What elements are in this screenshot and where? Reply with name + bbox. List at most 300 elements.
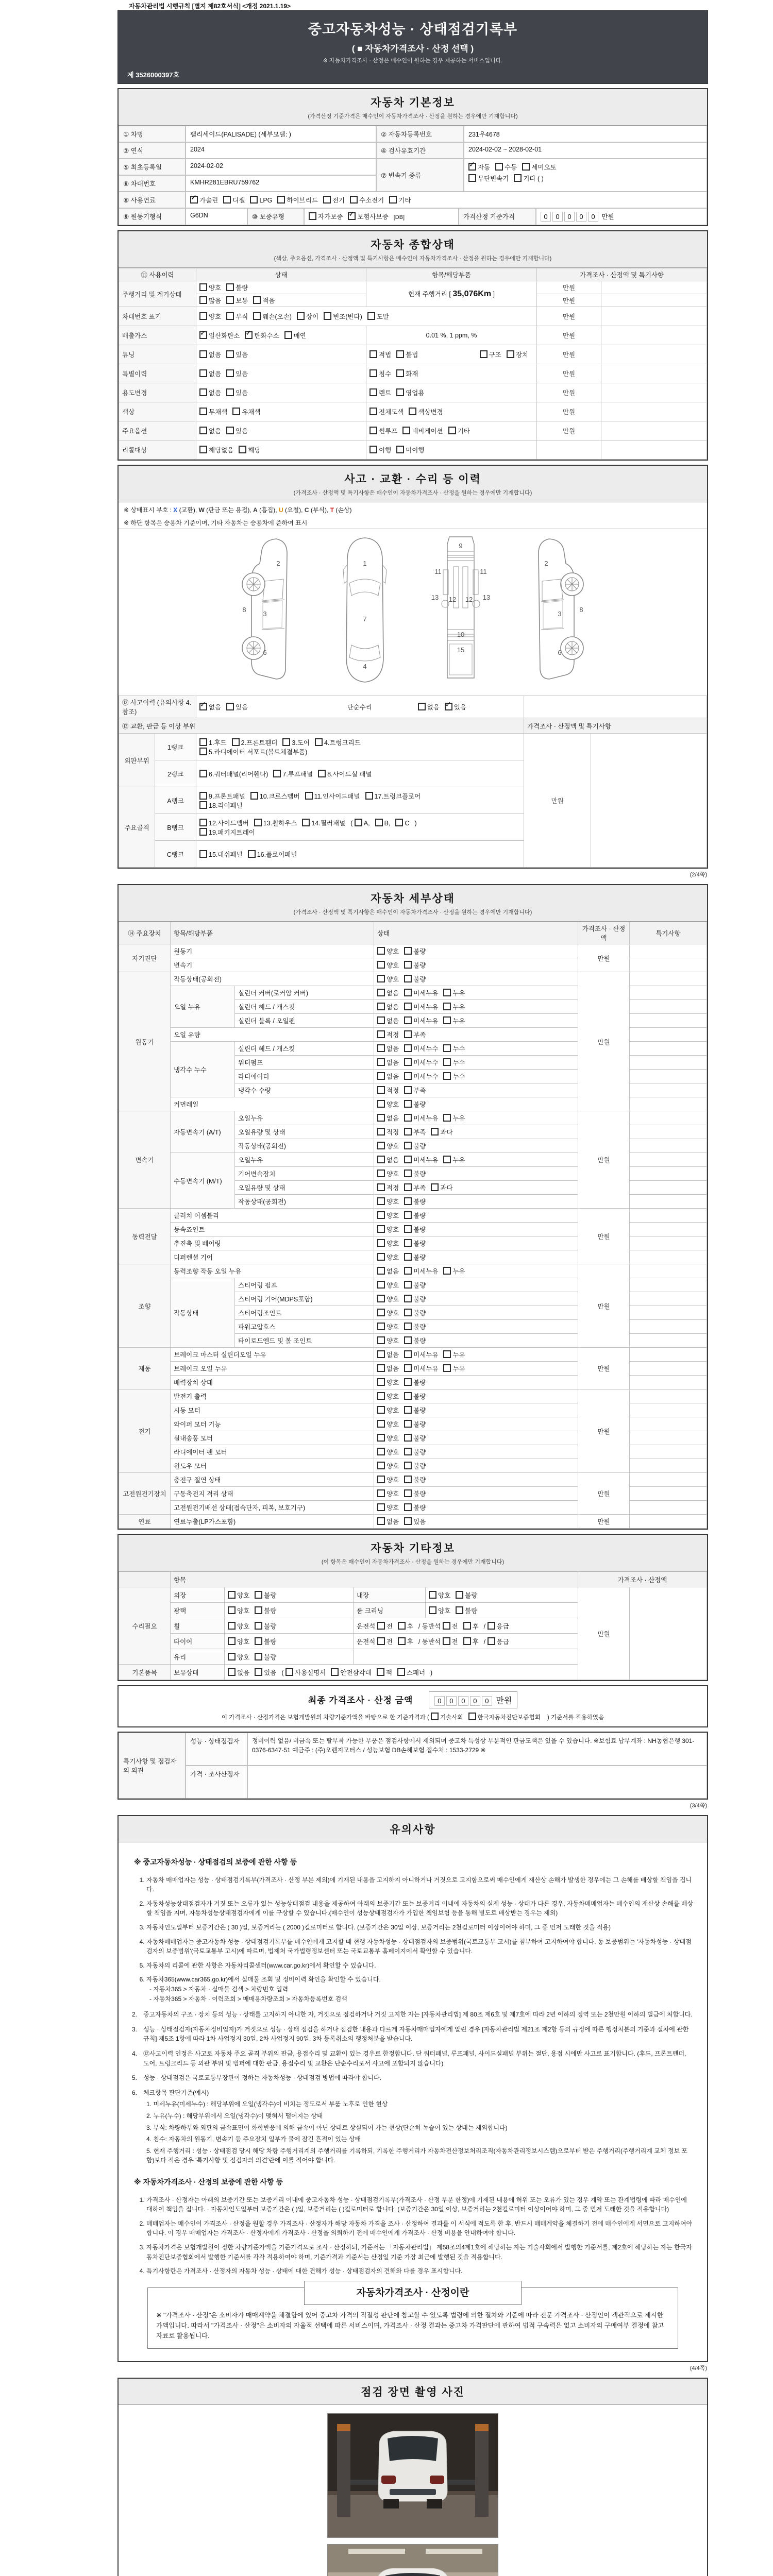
checkbox-box[interactable] bbox=[431, 1713, 439, 1720]
checkbox-box[interactable] bbox=[377, 1378, 385, 1386]
checkbox-양호[interactable]: 양호 bbox=[377, 1405, 399, 1415]
checkbox-없음[interactable]: 없음 bbox=[377, 1350, 399, 1359]
checkbox-box[interactable] bbox=[377, 1406, 385, 1414]
checkbox-box[interactable] bbox=[199, 388, 207, 396]
checkbox-양호[interactable]: 양호 bbox=[377, 1099, 399, 1109]
checkbox-부족[interactable]: 부족 bbox=[404, 1127, 426, 1137]
checkbox-box[interactable] bbox=[377, 1476, 385, 1483]
checkbox-box[interactable] bbox=[377, 1197, 385, 1205]
checkbox-box[interactable] bbox=[369, 350, 377, 358]
checkbox-box[interactable] bbox=[369, 388, 377, 396]
checkbox-box[interactable] bbox=[331, 1668, 339, 1676]
checkbox-box[interactable] bbox=[377, 1350, 385, 1358]
checkbox-불량[interactable]: 불량 bbox=[404, 1141, 426, 1150]
checkbox-무채색[interactable]: 무채색 bbox=[199, 407, 227, 416]
checkbox-box[interactable] bbox=[377, 1016, 385, 1024]
checkbox-부족[interactable]: 부족 bbox=[404, 1030, 426, 1039]
checkbox-box[interactable] bbox=[377, 1211, 385, 1219]
checkbox-box[interactable] bbox=[443, 1350, 451, 1358]
checkbox-양호[interactable]: 양호 bbox=[377, 1419, 399, 1429]
checkbox-box[interactable] bbox=[199, 446, 207, 453]
checkbox-box[interactable] bbox=[404, 1086, 412, 1094]
checkbox-응급[interactable]: 응급 bbox=[488, 1637, 509, 1646]
checkbox-없음[interactable]: 없음 bbox=[377, 1364, 399, 1373]
checkbox-box[interactable] bbox=[228, 1668, 236, 1676]
checkbox-많음[interactable]: 많음 bbox=[199, 296, 221, 305]
checkbox-응급[interactable]: 응급 bbox=[488, 1621, 509, 1631]
checkbox-양호[interactable]: 양호 bbox=[377, 1197, 399, 1206]
checkbox-있음[interactable]: 있음 bbox=[404, 1517, 426, 1526]
checkbox-누유[interactable]: 누유 bbox=[443, 1113, 465, 1123]
checkbox-장치[interactable]: 장치 bbox=[507, 350, 528, 359]
checkbox-box[interactable] bbox=[404, 1434, 412, 1442]
checkbox-box[interactable] bbox=[228, 1637, 236, 1645]
checkbox-불량[interactable]: 불량 bbox=[255, 1621, 276, 1631]
checkbox-box[interactable] bbox=[228, 1606, 236, 1614]
checkbox-box[interactable] bbox=[443, 1016, 451, 1024]
checkbox-불량[interactable]: 불량 bbox=[404, 1211, 426, 1220]
checkbox-훼손(오손)[interactable]: 훼손(오손) bbox=[253, 312, 292, 321]
checkbox-11.인사이드패널[interactable]: 11.인사이드패널 bbox=[305, 791, 360, 801]
checkbox-box[interactable] bbox=[282, 738, 290, 746]
checkbox-box[interactable] bbox=[404, 1336, 412, 1344]
checkbox-box[interactable] bbox=[226, 388, 234, 396]
checkbox-box[interactable] bbox=[377, 961, 385, 969]
checkbox-불량[interactable]: 불량 bbox=[404, 1225, 426, 1234]
checkbox-box[interactable] bbox=[404, 1239, 412, 1247]
checkbox-box[interactable] bbox=[514, 174, 522, 182]
checkbox-box[interactable] bbox=[404, 1072, 412, 1080]
checkbox-box[interactable] bbox=[226, 350, 234, 358]
checkbox-미세누유[interactable]: 미세누유 bbox=[404, 1113, 438, 1123]
checkbox-양호[interactable]: 양호 bbox=[228, 1621, 249, 1631]
checkbox-box[interactable] bbox=[404, 1030, 412, 1038]
checkbox-box[interactable] bbox=[323, 196, 331, 204]
checkbox-box[interactable] bbox=[199, 350, 207, 358]
checkbox-양호[interactable]: 양호 bbox=[228, 1606, 249, 1615]
checkbox-box[interactable] bbox=[404, 1462, 412, 1469]
checkbox-box[interactable] bbox=[273, 770, 281, 777]
checkbox-box[interactable] bbox=[302, 819, 310, 826]
checkbox-양호[interactable]: 양호 bbox=[377, 1461, 399, 1470]
checkbox-box[interactable] bbox=[404, 1128, 412, 1136]
checkbox-양호[interactable]: 양호 bbox=[377, 1475, 399, 1484]
checkbox-box[interactable] bbox=[245, 331, 253, 339]
checkbox-box[interactable] bbox=[255, 1653, 262, 1660]
checkbox-스패너[interactable]: 스패너 bbox=[397, 1668, 425, 1677]
checkbox-16.플로어패널[interactable]: 16.플로어패널 bbox=[248, 850, 297, 859]
checkbox-적정[interactable]: 적정 bbox=[377, 1086, 399, 1095]
checkbox-17.트렁크플로어[interactable]: 17.트렁크플로어 bbox=[365, 791, 421, 801]
checkbox-A,[interactable]: A, bbox=[355, 819, 370, 827]
checkbox-양호[interactable]: 양호 bbox=[377, 1239, 399, 1248]
checkbox-box[interactable] bbox=[443, 1637, 450, 1645]
checkbox-box[interactable] bbox=[255, 1668, 262, 1676]
checkbox-box[interactable] bbox=[190, 196, 198, 204]
checkbox-없음[interactable]: 없음 bbox=[377, 1016, 399, 1025]
checkbox-box[interactable] bbox=[395, 819, 403, 826]
checkbox-box[interactable] bbox=[377, 1156, 385, 1163]
checkbox-B,[interactable]: B, bbox=[375, 819, 391, 827]
checkbox-있음[interactable]: 있음 bbox=[226, 426, 248, 435]
checkbox-box[interactable] bbox=[418, 703, 426, 710]
checkbox-누유[interactable]: 누유 bbox=[443, 1155, 465, 1164]
checkbox-box[interactable] bbox=[404, 1309, 412, 1316]
checkbox-box[interactable] bbox=[377, 1044, 385, 1052]
checkbox-매연[interactable]: 매연 bbox=[284, 331, 306, 340]
checkbox-box[interactable] bbox=[443, 1058, 451, 1066]
checkbox-box[interactable] bbox=[463, 1622, 471, 1630]
checkbox-box[interactable] bbox=[199, 770, 207, 777]
checkbox-box[interactable] bbox=[377, 1267, 385, 1275]
checkbox-box[interactable] bbox=[404, 1267, 412, 1275]
checkbox-box[interactable] bbox=[377, 1281, 385, 1289]
checkbox-box[interactable] bbox=[377, 1336, 385, 1344]
checkbox-없음[interactable]: ✓없음 bbox=[199, 702, 221, 711]
checkbox-box[interactable] bbox=[429, 1606, 436, 1614]
checkbox-12.사이드멤버[interactable]: 12.사이드멤버 bbox=[199, 818, 249, 827]
checkbox-미세누수[interactable]: 미세누수 bbox=[404, 1072, 438, 1081]
checkbox-불량[interactable]: 불량 bbox=[404, 1197, 426, 1206]
checkbox-box[interactable] bbox=[398, 1622, 406, 1630]
checkbox-렌트[interactable]: 렌트 bbox=[369, 388, 391, 397]
checkbox-box[interactable] bbox=[443, 1044, 451, 1052]
checkbox-불량[interactable]: 불량 bbox=[404, 1447, 426, 1456]
checkbox-box[interactable] bbox=[404, 1489, 412, 1497]
checkbox-하이브리드[interactable]: 하이브리드 bbox=[277, 195, 317, 205]
checkbox-불량[interactable]: 불량 bbox=[255, 1590, 276, 1600]
checkbox-box[interactable] bbox=[397, 1668, 405, 1676]
checkbox-잭[interactable]: 잭 bbox=[377, 1668, 392, 1677]
checkbox-C[interactable]: C bbox=[395, 819, 409, 827]
checkbox-box[interactable] bbox=[404, 1406, 412, 1414]
checkbox-box[interactable] bbox=[377, 947, 385, 955]
checkbox-자가보증[interactable]: 자가보증 bbox=[309, 212, 343, 221]
checkbox-없음[interactable]: 없음 bbox=[377, 1072, 399, 1081]
checkbox-box[interactable] bbox=[365, 792, 373, 800]
checkbox-썬루프[interactable]: 썬루프 bbox=[369, 426, 397, 435]
checkbox-미세누유[interactable]: 미세누유 bbox=[404, 1016, 438, 1025]
checkbox-box[interactable] bbox=[350, 196, 358, 204]
checkbox-불량[interactable]: 불량 bbox=[255, 1606, 276, 1615]
checkbox-box[interactable] bbox=[377, 1309, 385, 1316]
checkbox-전[interactable]: 전 bbox=[443, 1637, 458, 1646]
checkbox-box[interactable] bbox=[456, 1606, 463, 1614]
checkbox-box[interactable] bbox=[377, 1462, 385, 1469]
checkbox-3.도어[interactable]: 3.도어 bbox=[282, 738, 310, 747]
checkbox-box[interactable] bbox=[226, 312, 234, 320]
checkbox-box[interactable] bbox=[443, 989, 451, 996]
checkbox-box[interactable] bbox=[377, 1503, 385, 1511]
checkbox-box[interactable] bbox=[468, 1713, 476, 1720]
checkbox-미세누유[interactable]: 미세누유 bbox=[404, 1350, 438, 1359]
checkbox-없음[interactable]: 없음 bbox=[377, 1002, 399, 1011]
checkbox-디젤[interactable]: 디젤 bbox=[223, 195, 245, 205]
checkbox-box[interactable] bbox=[369, 446, 377, 453]
checkbox-없음[interactable]: 없음 bbox=[199, 350, 221, 359]
checkbox-후[interactable]: 후 bbox=[463, 1637, 479, 1646]
checkbox-box[interactable] bbox=[404, 947, 412, 955]
checkbox-없음[interactable]: 없음 bbox=[377, 1155, 399, 1164]
checkbox-불량[interactable]: 불량 bbox=[404, 1461, 426, 1470]
checkbox-box[interactable] bbox=[250, 792, 258, 800]
checkbox-양호[interactable]: 양호 bbox=[377, 960, 399, 970]
checkbox-후[interactable]: 후 bbox=[398, 1637, 413, 1646]
checkbox-불량[interactable]: 불량 bbox=[404, 1489, 426, 1498]
checkbox-없음[interactable]: 없음 bbox=[418, 702, 440, 711]
checkbox-양호[interactable]: 양호 bbox=[199, 312, 221, 321]
checkbox-이행[interactable]: 이행 bbox=[369, 445, 391, 454]
checkbox-box[interactable] bbox=[199, 792, 207, 800]
checkbox-있음[interactable]: 있음 bbox=[226, 702, 248, 711]
checkbox-양호[interactable]: 양호 bbox=[377, 1294, 399, 1303]
checkbox-불량[interactable]: 불량 bbox=[404, 1239, 426, 1248]
checkbox-해당[interactable]: 해당 bbox=[239, 445, 260, 454]
checkbox-box[interactable] bbox=[375, 819, 383, 826]
checkbox-있음[interactable]: ✓ 있음 bbox=[445, 702, 466, 711]
checkbox-box[interactable] bbox=[396, 446, 404, 453]
checkbox-불량[interactable]: 불량 bbox=[404, 946, 426, 956]
checkbox-box[interactable] bbox=[404, 1476, 412, 1483]
checkbox-양호[interactable]: 양호 bbox=[377, 1433, 399, 1443]
checkbox-양호[interactable]: 양호 bbox=[377, 1308, 399, 1317]
checkbox-전[interactable]: 전 bbox=[377, 1621, 393, 1631]
checkbox-box[interactable] bbox=[377, 1170, 385, 1177]
checkbox-box[interactable] bbox=[199, 828, 207, 836]
checkbox-한국자동차진단보증협회[interactable]: 한국자동차진단보증협회 bbox=[468, 1713, 541, 1721]
checkbox-과다[interactable]: 과다 bbox=[431, 1127, 452, 1137]
checkbox-양호[interactable]: 양호 bbox=[377, 1252, 399, 1262]
checkbox-box[interactable] bbox=[228, 1653, 236, 1660]
checkbox-box[interactable] bbox=[443, 1003, 451, 1010]
checkbox-box[interactable] bbox=[495, 163, 503, 171]
checkbox-box[interactable] bbox=[255, 1591, 262, 1599]
checkbox-box[interactable] bbox=[199, 801, 207, 809]
checkbox-없음[interactable]: 없음 bbox=[377, 1517, 399, 1526]
checkbox-양호[interactable]: 양호 bbox=[377, 1169, 399, 1178]
checkbox-box[interactable] bbox=[309, 212, 316, 220]
checkbox-box[interactable] bbox=[404, 961, 412, 969]
checkbox-box[interactable] bbox=[199, 408, 207, 415]
checkbox-침수[interactable]: 침수 bbox=[369, 369, 391, 378]
checkbox-구조[interactable]: 구조 bbox=[480, 350, 501, 359]
checkbox-있음[interactable]: 있음 bbox=[226, 350, 248, 359]
checkbox-양호[interactable]: 양호 bbox=[377, 1503, 399, 1512]
checkbox-적정[interactable]: 적정 bbox=[377, 1183, 399, 1192]
checkbox-box[interactable] bbox=[223, 196, 231, 204]
checkbox-box[interactable] bbox=[228, 1622, 236, 1630]
checkbox-없음[interactable]: 없음 bbox=[377, 1044, 399, 1053]
checkbox-box[interactable] bbox=[456, 1591, 463, 1599]
checkbox-box[interactable] bbox=[377, 1517, 385, 1525]
checkbox-사용설명서[interactable]: 사용설명서 bbox=[285, 1668, 326, 1677]
checkbox-미세누유[interactable]: 미세누유 bbox=[404, 1155, 438, 1164]
checkbox-box[interactable] bbox=[377, 1058, 385, 1066]
checkbox-box[interactable] bbox=[377, 1295, 385, 1302]
checkbox-양호[interactable]: 양호 bbox=[429, 1606, 450, 1615]
checkbox-전체도색[interactable]: 전체도색 bbox=[369, 407, 404, 416]
checkbox-box[interactable] bbox=[377, 1128, 385, 1136]
checkbox-후[interactable]: 후 bbox=[398, 1621, 413, 1631]
checkbox-box[interactable] bbox=[443, 1622, 450, 1630]
checkbox-영업용[interactable]: 영업용 bbox=[396, 388, 424, 397]
checkbox-box[interactable] bbox=[369, 408, 377, 415]
checkbox-있음[interactable]: 있음 bbox=[226, 388, 248, 397]
checkbox-기타 ( )[interactable]: 기타 ( ) bbox=[514, 174, 543, 183]
checkbox-box[interactable] bbox=[377, 1448, 385, 1455]
checkbox-box[interactable] bbox=[404, 1211, 412, 1219]
checkbox-2.프론트휀더[interactable]: 2.프론트휀더 bbox=[232, 738, 278, 747]
checkbox-불량[interactable]: 불량 bbox=[404, 1280, 426, 1290]
checkbox-변조(변타)[interactable]: 변조(변타) bbox=[324, 312, 362, 321]
checkbox-7.루프패널[interactable]: 7.루프패널 bbox=[273, 769, 313, 778]
checkbox-네비게이션[interactable]: 네비게이션 bbox=[402, 426, 443, 435]
checkbox-불법[interactable]: 불법 bbox=[396, 350, 418, 359]
checkbox-양호[interactable]: 양호 bbox=[228, 1590, 249, 1600]
checkbox-box[interactable] bbox=[377, 1114, 385, 1122]
checkbox-후[interactable]: 후 bbox=[463, 1621, 479, 1631]
checkbox-box[interactable] bbox=[404, 975, 412, 982]
checkbox-box[interactable] bbox=[522, 163, 530, 171]
checkbox-세미오토[interactable]: 세미오토 bbox=[522, 162, 556, 172]
checkbox-누유[interactable]: 누유 bbox=[443, 988, 465, 997]
checkbox-box[interactable] bbox=[367, 312, 375, 320]
checkbox-누유[interactable]: 누유 bbox=[443, 1350, 465, 1359]
checkbox-있음[interactable]: 있음 bbox=[226, 369, 248, 378]
checkbox-불량[interactable]: 불량 bbox=[404, 1169, 426, 1178]
checkbox-box[interactable] bbox=[445, 703, 452, 710]
checkbox-box[interactable] bbox=[199, 748, 207, 755]
checkbox-불량[interactable]: 불량 bbox=[404, 1433, 426, 1443]
checkbox-box[interactable] bbox=[404, 1114, 412, 1122]
checkbox-box[interactable] bbox=[404, 1142, 412, 1149]
checkbox-box[interactable] bbox=[404, 1225, 412, 1233]
checkbox-양호[interactable]: 양호 bbox=[377, 1225, 399, 1234]
checkbox-box[interactable] bbox=[226, 427, 234, 434]
checkbox-box[interactable] bbox=[468, 174, 476, 182]
checkbox-누유[interactable]: 누유 bbox=[443, 1266, 465, 1276]
checkbox-전[interactable]: 전 bbox=[443, 1621, 458, 1631]
checkbox-box[interactable] bbox=[443, 1114, 451, 1122]
checkbox-box[interactable] bbox=[404, 1253, 412, 1261]
checkbox-box[interactable] bbox=[443, 1364, 451, 1372]
checkbox-box[interactable] bbox=[239, 446, 246, 453]
checkbox-없음[interactable]: 없음 bbox=[377, 1113, 399, 1123]
checkbox-색상변경[interactable]: 색상변경 bbox=[409, 407, 443, 416]
checkbox-1.후드[interactable]: 1.후드 bbox=[199, 738, 227, 747]
checkbox-누수[interactable]: 누수 bbox=[443, 1044, 465, 1053]
checkbox-미세누수[interactable]: 미세누수 bbox=[404, 1044, 438, 1053]
checkbox-누유[interactable]: 누유 bbox=[443, 1364, 465, 1373]
checkbox-양호[interactable]: 양호 bbox=[377, 1280, 399, 1290]
checkbox-box[interactable] bbox=[377, 1086, 385, 1094]
checkbox-box[interactable] bbox=[355, 819, 362, 826]
checkbox-box[interactable] bbox=[315, 738, 323, 746]
checkbox-box[interactable] bbox=[250, 196, 258, 204]
checkbox-없음[interactable]: 없음 bbox=[199, 369, 221, 378]
checkbox-box[interactable] bbox=[369, 369, 377, 377]
checkbox-양호[interactable]: 양호 bbox=[377, 1322, 399, 1331]
checkbox-10.크로스멤버[interactable]: 10.크로스멤버 bbox=[250, 791, 300, 801]
checkbox-box[interactable] bbox=[429, 1591, 436, 1599]
checkbox-양호[interactable]: 양호 bbox=[429, 1590, 450, 1600]
checkbox-적정[interactable]: 적정 bbox=[377, 1030, 399, 1039]
checkbox-box[interactable] bbox=[404, 1420, 412, 1428]
checkbox-box[interactable] bbox=[226, 283, 234, 291]
checkbox-기술사회[interactable]: 기술사회 bbox=[431, 1713, 463, 1721]
checkbox-불량[interactable]: 불량 bbox=[404, 1294, 426, 1303]
checkbox-box[interactable] bbox=[404, 1378, 412, 1386]
checkbox-box[interactable] bbox=[318, 770, 326, 777]
checkbox-불량[interactable]: 불량 bbox=[404, 960, 426, 970]
checkbox-box[interactable] bbox=[404, 1156, 412, 1163]
checkbox-불량[interactable]: 불량 bbox=[255, 1637, 276, 1646]
checkbox-box[interactable] bbox=[443, 1156, 451, 1163]
checkbox-19.패키지트레이[interactable]: 19.패키지트레이 bbox=[199, 827, 255, 837]
checkbox-box[interactable] bbox=[255, 1622, 262, 1630]
checkbox-적정[interactable]: 적정 bbox=[377, 1127, 399, 1137]
checkbox-box[interactable] bbox=[377, 1323, 385, 1330]
checkbox-box[interactable] bbox=[199, 331, 207, 339]
checkbox-box[interactable] bbox=[396, 369, 404, 377]
checkbox-box[interactable] bbox=[226, 296, 234, 304]
checkbox-box[interactable] bbox=[377, 989, 385, 996]
checkbox-box[interactable] bbox=[468, 163, 476, 171]
checkbox-box[interactable] bbox=[228, 1591, 236, 1599]
checkbox-box[interactable] bbox=[377, 1225, 385, 1233]
checkbox-box[interactable] bbox=[443, 1072, 451, 1080]
checkbox-box[interactable] bbox=[404, 1503, 412, 1511]
checkbox-box[interactable] bbox=[297, 312, 305, 320]
checkbox-box[interactable] bbox=[404, 1517, 412, 1525]
checkbox-불량[interactable]: 불량 bbox=[404, 1392, 426, 1401]
checkbox-box[interactable] bbox=[488, 1622, 495, 1630]
checkbox-없음[interactable]: 없음 bbox=[199, 388, 221, 397]
checkbox-상이[interactable]: 상이 bbox=[297, 312, 318, 321]
checkbox-과다[interactable]: 과다 bbox=[431, 1183, 452, 1192]
checkbox-13.휠하우스[interactable]: 13.휠하우스 bbox=[254, 818, 297, 827]
checkbox-18.리어패널[interactable]: 18.리어패널 bbox=[199, 801, 243, 810]
checkbox-해당없음[interactable]: 해당없음 bbox=[199, 445, 233, 454]
checkbox-적음[interactable]: 적음 bbox=[253, 296, 275, 305]
checkbox-box[interactable] bbox=[402, 427, 410, 434]
checkbox-box[interactable] bbox=[377, 1100, 385, 1108]
checkbox-불량[interactable]: 불량 bbox=[404, 1308, 426, 1317]
checkbox-box[interactable] bbox=[226, 703, 234, 710]
checkbox-미세누유[interactable]: 미세누유 bbox=[404, 1364, 438, 1373]
checkbox-불량[interactable]: 불량 bbox=[404, 1405, 426, 1415]
checkbox-전기[interactable]: 전기 bbox=[323, 195, 345, 205]
checkbox-box[interactable] bbox=[377, 1489, 385, 1497]
checkbox-box[interactable] bbox=[488, 1637, 495, 1645]
checkbox-양호[interactable]: 양호 bbox=[199, 283, 221, 292]
checkbox-기타[interactable]: 기타 bbox=[389, 195, 411, 205]
checkbox-누수[interactable]: 누수 bbox=[443, 1072, 465, 1081]
checkbox-box[interactable] bbox=[377, 1072, 385, 1080]
checkbox-box[interactable] bbox=[404, 1281, 412, 1289]
checkbox-불량[interactable]: 불량 bbox=[404, 1099, 426, 1109]
checkbox-5.라디에이터 서포트(볼트체결부품)[interactable]: 5.라디에이터 서포트(볼트체결부품) bbox=[199, 747, 307, 756]
checkbox-누유[interactable]: 누유 bbox=[443, 1002, 465, 1011]
checkbox-탄화수소[interactable]: ✓ 탄화수소 bbox=[245, 331, 279, 340]
checkbox-box[interactable] bbox=[199, 283, 207, 291]
checkbox-box[interactable] bbox=[199, 703, 207, 710]
checkbox-수동[interactable]: 수동 bbox=[495, 162, 517, 172]
checkbox-미세누유[interactable]: 미세누유 bbox=[404, 988, 438, 997]
checkbox-box[interactable] bbox=[377, 1622, 385, 1630]
checkbox-불량[interactable]: 불량 bbox=[404, 974, 426, 984]
checkbox-box[interactable] bbox=[398, 1637, 406, 1645]
